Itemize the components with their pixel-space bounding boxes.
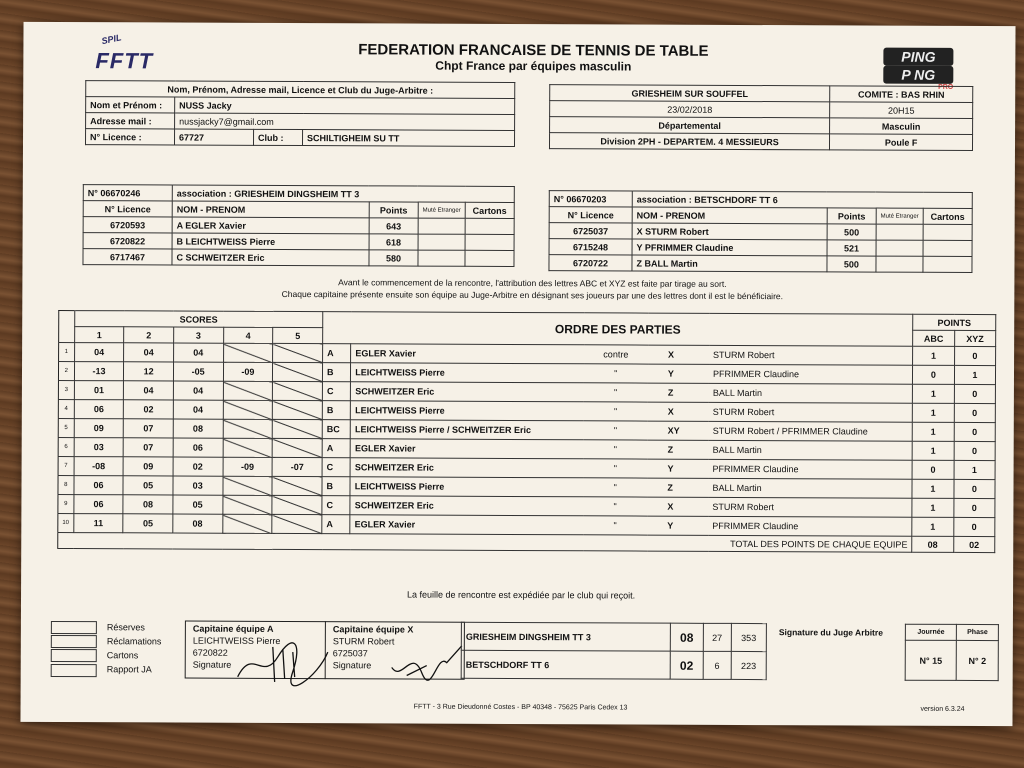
journee-value: N° 15 bbox=[905, 640, 956, 680]
set-score: 12 bbox=[124, 362, 173, 381]
player-letter-a: A bbox=[322, 515, 350, 534]
team-a-number: N° 06670246 bbox=[83, 185, 172, 201]
player-letter-a: A bbox=[323, 344, 351, 363]
captain-a-signature-label: Signature bbox=[192, 659, 232, 670]
points-abc: 1 bbox=[912, 479, 954, 498]
captain-a-name: LEICHTWEISS Pierre bbox=[192, 635, 281, 646]
total-abc: 08 bbox=[912, 536, 954, 552]
set-score: 05 bbox=[123, 476, 172, 495]
team-x-licence: 6725037 bbox=[549, 223, 632, 239]
result-score: 02 bbox=[670, 651, 703, 679]
team-a-col-mute: Muté Etranger bbox=[418, 202, 465, 218]
set-score bbox=[273, 419, 323, 438]
referee-licence-label: N° Licence : bbox=[85, 129, 174, 145]
points-abc: 0 bbox=[912, 460, 954, 479]
player-x: BALL Martin bbox=[708, 478, 912, 498]
player-x: STURM Robert bbox=[708, 497, 912, 517]
player-letter-x: Y bbox=[647, 516, 708, 535]
set-score: -09 bbox=[223, 362, 273, 381]
team-a-col-cartons: Cartons bbox=[465, 202, 514, 218]
captain-x-signature bbox=[387, 637, 467, 687]
notice-line-1: Avant le commencement de la rencontre, l'attribution des lettres ABC et XYZ est faite par tirage au sort. bbox=[338, 277, 727, 289]
order-header: ORDRE DES PARTIES bbox=[323, 312, 913, 347]
player-a: SCHWEITZER Eric bbox=[350, 496, 583, 516]
player-letter-a: BC bbox=[322, 420, 350, 439]
team-a-player: C SCHWEITZER Eric bbox=[172, 249, 369, 266]
captain-a-signature bbox=[233, 637, 333, 687]
player-letter-a: C bbox=[322, 382, 350, 401]
captain-a-title: Capitaine équipe A bbox=[192, 623, 274, 634]
team-x-points: 500 bbox=[827, 256, 876, 272]
player-letter-x: Y bbox=[647, 459, 708, 478]
game-number: 5 bbox=[58, 418, 74, 437]
page-title: FEDERATION FRANCAISE DE TENNIS DE TABLE bbox=[358, 41, 709, 60]
results-table bbox=[461, 622, 767, 680]
set-score bbox=[272, 495, 322, 514]
set-score bbox=[273, 343, 323, 362]
points-xyz: 0 bbox=[954, 346, 995, 365]
notice-line-2: Chaque capitaine présente ensuite son équipe au Juge-Arbitre en désignant ses joueurs par une des lettres dont il est le bénéficiaire. bbox=[281, 288, 784, 302]
team-x-player: Y PFRIMMER Claudine bbox=[632, 239, 827, 256]
version: version 6.3.24 bbox=[920, 705, 965, 713]
versus: " bbox=[583, 383, 647, 402]
legend-cartons: Cartons bbox=[106, 650, 139, 661]
team-a-licence: 6717467 bbox=[83, 249, 172, 265]
player-letter-x: Z bbox=[648, 383, 709, 402]
set-score bbox=[272, 438, 322, 457]
set-score bbox=[222, 495, 272, 514]
legend bbox=[51, 620, 162, 677]
player-x: PFRIMMER Claudine bbox=[708, 459, 912, 479]
set-score bbox=[273, 362, 323, 381]
versus: " bbox=[583, 421, 647, 440]
points-abc: 0 bbox=[913, 365, 955, 384]
set-score bbox=[223, 400, 273, 419]
set-score bbox=[223, 476, 273, 495]
points-xyz: 0 bbox=[954, 498, 995, 517]
player-x: BALL Martin bbox=[709, 440, 913, 460]
badge-top: PING bbox=[883, 48, 953, 66]
set-score bbox=[273, 381, 323, 400]
result-points: 353 bbox=[731, 623, 766, 651]
referee-mail-label: Adresse mail : bbox=[86, 113, 175, 129]
points-xyz: 0 bbox=[954, 422, 995, 441]
scores-header: SCORES bbox=[74, 311, 322, 328]
set-score: 07 bbox=[124, 438, 173, 457]
team-a-col-name: NOM - PRENOM bbox=[172, 201, 369, 218]
versus: " bbox=[584, 364, 648, 383]
logo-small-text: SPIL bbox=[100, 32, 123, 47]
versus: " bbox=[583, 402, 647, 421]
set-header: 2 bbox=[124, 327, 173, 343]
referee-club-label: Club : bbox=[253, 129, 302, 145]
set-score: 06 bbox=[74, 400, 124, 419]
player-a: EGLER Xavier bbox=[350, 439, 583, 459]
set-score: 04 bbox=[124, 343, 173, 362]
team-a-licence: 6720822 bbox=[83, 233, 172, 249]
set-header: 3 bbox=[173, 327, 223, 343]
points-xyz: 1 bbox=[954, 365, 995, 384]
captain-x-name: STURM Robert bbox=[332, 636, 395, 647]
versus: " bbox=[583, 478, 647, 497]
set-score: -05 bbox=[173, 362, 223, 381]
team-a-points: 580 bbox=[369, 250, 418, 266]
set-score: 08 bbox=[173, 514, 223, 533]
set-score: 03 bbox=[74, 438, 124, 457]
set-score bbox=[272, 514, 322, 533]
ping-pong-badge bbox=[883, 48, 953, 91]
match-place: GRIESHEIM SUR SOUFFEL bbox=[550, 85, 830, 102]
team-a-points: 643 bbox=[369, 218, 418, 234]
match-poule: Poule F bbox=[830, 134, 973, 151]
set-score: 05 bbox=[173, 495, 223, 514]
versus: " bbox=[583, 497, 647, 516]
points-xyz: 0 bbox=[954, 441, 995, 460]
team-x-col-licence: N° Licence bbox=[549, 207, 632, 223]
team-x-col-mute: Muté Etranger bbox=[876, 208, 923, 224]
team-x-table bbox=[548, 190, 972, 273]
set-score: 02 bbox=[124, 400, 173, 419]
result-points: 223 bbox=[731, 651, 766, 679]
match-level: Départemental bbox=[550, 117, 830, 134]
referee-licence: 67727 bbox=[174, 129, 253, 145]
player-letter-x: X bbox=[648, 345, 709, 364]
points-abc: 1 bbox=[912, 498, 954, 517]
set-score bbox=[272, 476, 322, 495]
set-score: -07 bbox=[272, 457, 322, 476]
set-header: 4 bbox=[223, 327, 273, 343]
player-x: BALL Martin bbox=[709, 383, 913, 403]
set-score: 09 bbox=[74, 419, 124, 438]
badge-bottom: P NG bbox=[883, 66, 953, 84]
set-score bbox=[223, 343, 273, 362]
player-letter-a: A bbox=[322, 439, 350, 458]
team-x-association: association : BETSCHDORF TT 6 bbox=[632, 191, 972, 208]
total-xyz: 02 bbox=[953, 536, 994, 552]
game-number: 1 bbox=[59, 342, 75, 361]
player-a: EGLER Xavier bbox=[351, 344, 584, 364]
player-a: LEICHTWEISS Pierre / SCHWEITZER Eric bbox=[350, 420, 583, 440]
player-letter-x: X bbox=[648, 402, 709, 421]
player-a: LEICHTWEISS Pierre bbox=[351, 401, 584, 421]
phase-value: N° 2 bbox=[956, 640, 998, 680]
referee-club: SCHILTIGHEIM SU TT bbox=[302, 130, 514, 147]
captain-x-title: Capitaine équipe X bbox=[332, 624, 414, 635]
set-score bbox=[222, 514, 272, 533]
points-header: POINTS bbox=[913, 314, 996, 330]
team-a-player: A EGLER Xavier bbox=[172, 217, 369, 234]
set-score: 04 bbox=[173, 381, 223, 400]
set-score bbox=[223, 438, 273, 457]
points-xyz: 1 bbox=[954, 460, 995, 479]
player-letter-x: XY bbox=[648, 421, 709, 440]
player-letter-x: Y bbox=[648, 364, 709, 383]
player-a: SCHWEITZER Eric bbox=[350, 458, 583, 478]
points-abc: 1 bbox=[912, 403, 954, 422]
points-abc: 1 bbox=[912, 441, 954, 460]
set-score: 09 bbox=[123, 457, 172, 476]
sent-note: La feuille de rencontre est expédiée par le club qui reçoit. bbox=[406, 589, 636, 601]
versus: " bbox=[583, 440, 647, 459]
team-x-licence: 6715248 bbox=[549, 239, 632, 255]
team-a-player: B LEICHTWEISS Pierre bbox=[172, 233, 369, 250]
match-category: Masculin bbox=[830, 118, 973, 135]
legend-rapport: Rapport JA bbox=[106, 664, 152, 675]
captain-a-licence: 6720822 bbox=[192, 647, 228, 658]
set-score: 04 bbox=[173, 400, 223, 419]
set-score: 04 bbox=[173, 343, 223, 362]
set-score: 06 bbox=[173, 438, 223, 457]
set-score: 06 bbox=[74, 495, 124, 514]
team-x-col-points: Points bbox=[827, 208, 876, 224]
team-a-licence: 6720593 bbox=[83, 217, 172, 233]
games-table bbox=[57, 310, 996, 553]
player-a: LEICHTWEISS Pierre bbox=[351, 363, 584, 383]
points-abc: 1 bbox=[913, 384, 955, 403]
set-score: 01 bbox=[74, 381, 124, 400]
referee-mail: nussjacky7@gmail.com bbox=[175, 113, 515, 130]
player-x: STURM Robert / PFRIMMER Claudine bbox=[709, 421, 913, 441]
fftt-logo: FFTT bbox=[95, 48, 154, 74]
team-x-number: N° 06670203 bbox=[549, 191, 632, 207]
points-abc: 1 bbox=[912, 422, 954, 441]
team-a-points: 618 bbox=[369, 234, 418, 250]
game-number: 6 bbox=[58, 437, 74, 456]
team-a-col-points: Points bbox=[369, 202, 418, 218]
player-letter-a: C bbox=[322, 496, 350, 515]
referee-signature-label: Signature du Juge Arbitre bbox=[778, 627, 883, 638]
match-division: Division 2PH - DEPARTEM. 4 MESSIEURS bbox=[549, 133, 829, 150]
team-x-points: 521 bbox=[827, 240, 876, 256]
team-a-association: association : GRIESHEIM DINGSHEIM TT 3 bbox=[172, 185, 514, 202]
journee-phase-table bbox=[905, 624, 999, 681]
result-sets: 27 bbox=[703, 623, 731, 651]
player-letter-a: B bbox=[322, 477, 350, 496]
player-letter-a: B bbox=[322, 401, 350, 420]
player-x: STURM Robert bbox=[709, 402, 913, 422]
set-score: 11 bbox=[73, 514, 123, 533]
captain-x-signature-label: Signature bbox=[332, 660, 372, 671]
set-score: -09 bbox=[223, 457, 273, 476]
player-letter-a: C bbox=[322, 458, 350, 477]
points-xyz: 0 bbox=[954, 403, 995, 422]
versus: " bbox=[583, 516, 647, 535]
set-score: 06 bbox=[74, 476, 124, 495]
player-a: SCHWEITZER Eric bbox=[351, 382, 584, 402]
set-score: 04 bbox=[74, 343, 124, 362]
referee-table bbox=[85, 80, 515, 147]
points-abc: 1 bbox=[912, 517, 954, 536]
set-header: 1 bbox=[74, 327, 124, 343]
points-xyz: 0 bbox=[954, 384, 995, 403]
points-abc: 1 bbox=[913, 346, 955, 365]
player-letter-x: Z bbox=[647, 478, 708, 497]
team-x-col-name: NOM - PRENOM bbox=[632, 207, 827, 224]
team-x-col-cartons: Cartons bbox=[923, 208, 972, 224]
result-score: 08 bbox=[670, 623, 703, 651]
set-score bbox=[223, 381, 273, 400]
player-a: LEICHTWEISS Pierre bbox=[350, 477, 583, 497]
match-time: 20H15 bbox=[830, 102, 973, 119]
result-team: GRIESHEIM DINGSHEIM TT 3 bbox=[461, 622, 670, 651]
player-x: PFRIMMER Claudine bbox=[709, 364, 913, 384]
footer-address: FFTT - 3 Rue Dieudonné Costes - BP 40348 - 75625 Paris Cedex 13 bbox=[413, 703, 628, 712]
set-score bbox=[273, 400, 323, 419]
set-score: 03 bbox=[173, 476, 223, 495]
team-a-col-licence: N° Licence bbox=[83, 201, 172, 217]
game-number: 10 bbox=[58, 513, 74, 532]
player-x: STURM Robert bbox=[709, 345, 913, 365]
match-date: 23/02/2018 bbox=[550, 101, 830, 118]
player-letter-x: X bbox=[647, 497, 708, 516]
referee-name: NUSS Jacky bbox=[175, 97, 515, 114]
match-sheet bbox=[20, 22, 1015, 726]
legend-reclamations: Réclamations bbox=[106, 636, 162, 647]
player-a: EGLER Xavier bbox=[350, 515, 583, 535]
set-score: 04 bbox=[124, 381, 173, 400]
result-team: BETSCHDORF TT 6 bbox=[461, 650, 670, 679]
player-letter-x: Z bbox=[648, 440, 709, 459]
referee-name-label: Nom et Prénom : bbox=[86, 97, 175, 113]
game-number: 7 bbox=[58, 456, 74, 475]
total-label: TOTAL DES POINTS DE CHAQUE EQUIPE bbox=[58, 532, 912, 552]
player-letter-a: B bbox=[322, 363, 350, 382]
set-score: -08 bbox=[74, 457, 124, 476]
xyz-header: XYZ bbox=[954, 330, 995, 346]
game-number: 2 bbox=[58, 361, 74, 380]
game-number: 3 bbox=[58, 380, 74, 399]
team-x-licence: 6720722 bbox=[549, 255, 632, 271]
team-x-points: 500 bbox=[827, 224, 876, 240]
team-x-player: Z BALL Martin bbox=[632, 255, 827, 272]
versus: " bbox=[583, 459, 647, 478]
journee-label: Journée bbox=[905, 624, 956, 640]
set-score: -13 bbox=[74, 362, 124, 381]
points-xyz: 0 bbox=[953, 517, 994, 536]
game-number: 9 bbox=[58, 494, 74, 513]
match-info-table bbox=[549, 84, 973, 151]
legend-reserves: Réserves bbox=[106, 622, 145, 633]
set-score: 08 bbox=[123, 495, 172, 514]
badge-tag: PRO bbox=[938, 83, 954, 91]
points-xyz: 0 bbox=[954, 479, 995, 498]
match-comite: COMITE : BAS RHIN bbox=[830, 86, 973, 103]
result-sets: 6 bbox=[703, 651, 731, 679]
set-score: 02 bbox=[173, 457, 223, 476]
set-score: 07 bbox=[124, 419, 173, 438]
game-number: 4 bbox=[58, 399, 74, 418]
page-subtitle: Chpt France par équipes masculin bbox=[435, 58, 632, 74]
referee-heading: Nom, Prénom, Adresse mail, Licence et Club du Juge-Arbitre : bbox=[86, 81, 515, 99]
game-number: 8 bbox=[58, 475, 74, 494]
player-x: PFRIMMER Claudine bbox=[708, 516, 912, 536]
set-header: 5 bbox=[273, 327, 323, 343]
abc-header: ABC bbox=[913, 330, 955, 346]
phase-label: Phase bbox=[956, 624, 998, 640]
team-a-table bbox=[82, 184, 514, 267]
versus: contre bbox=[584, 345, 648, 364]
team-x-player: X STURM Robert bbox=[632, 223, 827, 240]
set-score bbox=[223, 419, 273, 438]
set-score: 08 bbox=[173, 419, 223, 438]
captain-x-licence: 6725037 bbox=[332, 648, 368, 659]
set-score: 05 bbox=[123, 514, 172, 533]
